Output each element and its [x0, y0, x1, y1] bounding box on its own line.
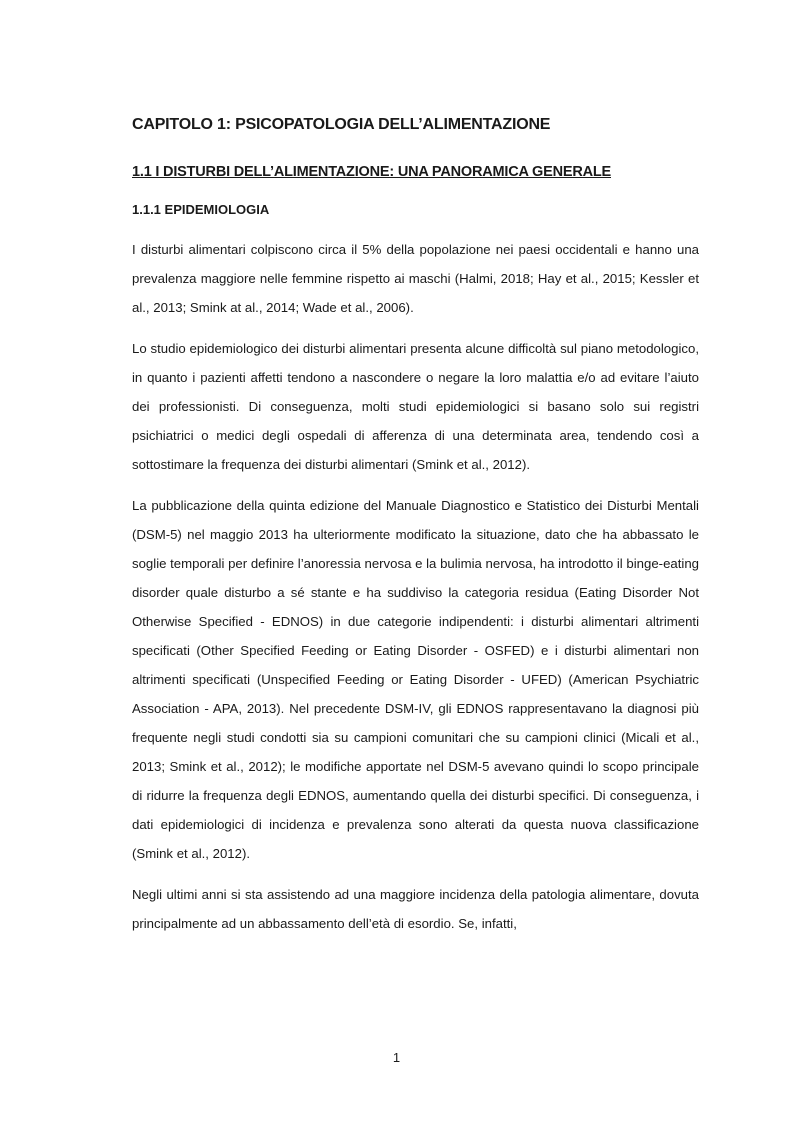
paragraph-dsm5: La pubblicazione della quinta edizione del Manuale Diagnostico e Statistico dei Disturbi Mentali (DSM-5) nel maggio 2013 ha ulteriormente modificato la situazione, dato che ha abbassato le soglie temporali per definire l’anoressia nervosa e la bulimia nervosa, ha introdotto il binge-eating disorder quale disturbo a sé stante e ha suddiviso la categoria residua (Eating Disorder Not Otherwise Specified - EDNOS) in due categorie indipendenti: i disturbi alimentari altrimenti specificati (Other Specified Feeding or Eating Disorder - OSFED) e i disturbi alimentari non altrimenti specificati (Unspecified Feeding or Eating Disorder - UFED) (American Psychiatric Association - APA, 2013). Nel precedente DSM-IV, gli EDNOS rappresentavano la diagnosi più frequente negli studi condotti sia su campioni comunitari che su campioni clinici (Micali et al., 2013; Smink et al., 2012); le modifiche apportate nel DSM-5 avevano quindi lo scopo principale di ridurre la frequenza degli EDNOS, aumentando quella dei disturbi specifici. Di conseguenza, i dati epidemiologici di incidenza e prevalenza sono alterati da questa nuova classificazione (Smink et al., 2012).: [132, 498, 699, 861]
chapter-title: CAPITOLO 1: PSICOPATOLOGIA DELL’ALIMENTAZIONE: [132, 116, 551, 133]
paragraph-prevalence: I disturbi alimentari colpiscono circa il 5% della popolazione nei paesi occidentali e hanno una prevalenza maggiore nelle femmine rispetto ai maschi (Halmi, 2018; Hay et al., 2015; Kessler et al., 2013; Smink at al., 2014; Wade et al., 2006).: [132, 242, 699, 315]
paragraph-incidence: Negli ultimi anni si sta assistendo ad una maggiore incidenza della patologia alimentare, dovuta principalmente ad un abbassamento dell’età di esordio. Se, infatti,: [132, 887, 699, 931]
paragraph-methodology: Lo studio epidemiologico dei disturbi alimentari presenta alcune difficoltà sul piano metodologico, in quanto i pazienti affetti tendono a nascondere o negare la loro malattia e/o ad evitare l’aiuto dei professionisti. Di conseguenza, molti studi epidemiologici si basano solo sui registri psichiatrici o medici degli ospedali di afferenza di una determinata area, tendendo così a sottostimare la frequenza dei disturbi alimentari (Smink et al., 2012).: [132, 341, 699, 472]
page-number: 1: [392, 1050, 401, 1065]
section-title: 1.1 I DISTURBI DELL’ALIMENTAZIONE: UNA PANORAMICA GENERALE: [132, 164, 611, 180]
page-content: [132, 116, 699, 938]
subsection-title: 1.1.1 EPIDEMIOLOGIA: [132, 202, 270, 217]
